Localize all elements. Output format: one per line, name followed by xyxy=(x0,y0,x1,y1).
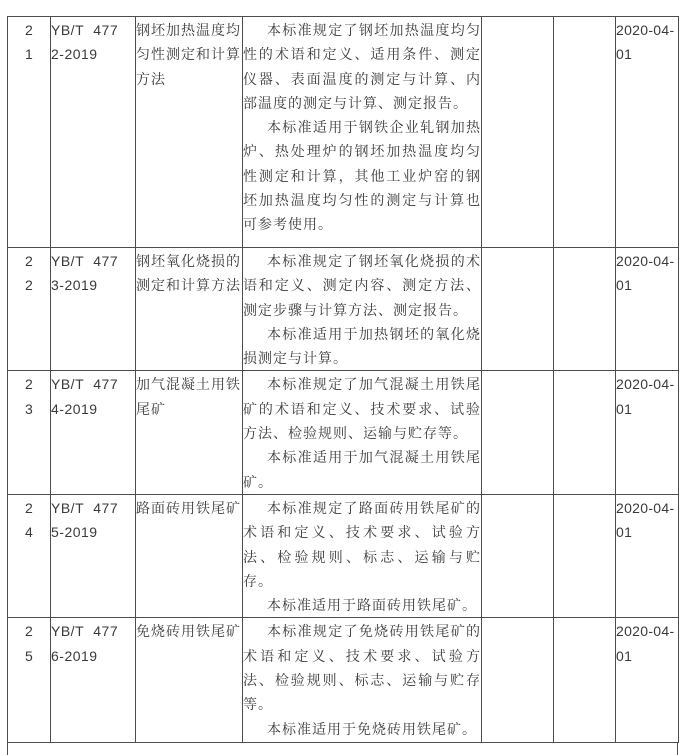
row-number-cell xyxy=(8,248,51,371)
standard-code-cell xyxy=(51,248,136,371)
standard-code-line: YB/T 477 xyxy=(51,623,119,640)
row-number-line: 3 xyxy=(25,400,33,417)
table-row xyxy=(8,17,679,248)
row-number-line: 2 xyxy=(25,22,33,38)
row-number-line: 2 xyxy=(25,253,33,269)
scope-paragraph: 本标准适用于加气混凝土用铁尾矿。 xyxy=(243,449,481,490)
row-number-line: 2 xyxy=(25,499,33,516)
scope-paragraph: 本标准适用于加热钢坯的氧化烧损测定与计算。 xyxy=(243,325,481,367)
row-number-cell xyxy=(8,371,51,494)
row-number-line: 2 xyxy=(25,623,33,640)
scope-paragraph: 本标准规定了免烧砖用铁尾矿的术语和定义、技术要求、试验方法、检验规则、标志、运输与贮存等。 xyxy=(243,623,481,713)
table-row xyxy=(8,248,679,371)
scope-paragraph: 本标准规定了钢坯氧化烧损的术语和定义、测定内容、测定方法、测定步骤与计算方法、测定报告。 xyxy=(243,253,481,318)
standard-code-cell xyxy=(51,371,136,494)
standard-code-line: 5-2019 xyxy=(51,524,98,541)
standard-scope-cell xyxy=(243,618,482,743)
standard-code-cell xyxy=(51,618,136,743)
empty-cell-2 xyxy=(554,17,616,248)
row-number-line: 2 xyxy=(25,376,33,393)
standard-code-cell xyxy=(51,494,136,617)
table-row xyxy=(8,371,679,494)
empty-cell-1 xyxy=(482,17,554,248)
scope-paragraph: 本标准规定了路面砖用铁尾矿的术语和定义、技术要求、试验方法、检验规则、标志、运输与贮存。 xyxy=(243,499,481,589)
empty-cell-1 xyxy=(482,371,554,494)
standard-code-line: 6-2019 xyxy=(51,647,98,664)
empty-cell-1 xyxy=(482,248,554,371)
row-number-line: 4 xyxy=(25,524,33,541)
implementation-date-cell: 2020-04-01 xyxy=(616,618,679,743)
row-number-cell xyxy=(8,618,51,743)
standards-table xyxy=(7,16,679,743)
empty-cell-2 xyxy=(554,618,616,743)
row-number-line: 5 xyxy=(25,647,33,664)
standard-scope-cell xyxy=(243,494,482,617)
empty-cell-2 xyxy=(554,494,616,617)
row-number-line: 1 xyxy=(25,46,33,63)
implementation-date-cell: 2020-04-01 xyxy=(616,17,679,248)
standard-scope-cell xyxy=(243,17,482,248)
empty-cell-2 xyxy=(554,371,616,494)
standard-code-line: 3-2019 xyxy=(51,277,98,294)
empty-cell-1 xyxy=(482,618,554,743)
scope-paragraph: 本标准规定了钢坯加热温度均匀性的术语和定义、适用条件、测定仪器、表面温度的测定与计算、内部温度的测定与计算、测定报告。 xyxy=(243,22,481,111)
scope-paragraph: 本标准适用于免烧砖用铁尾矿。 xyxy=(267,720,477,737)
standard-name-cell: 钢坯氧化烧损的测定和计算方法 xyxy=(136,248,243,371)
standard-code-line: 2-2019 xyxy=(51,46,98,63)
row-number-cell xyxy=(8,494,51,617)
standard-scope-cell xyxy=(243,248,482,371)
scope-paragraph: 本标准规定了加气混凝土用铁尾矿的术语和定义、技术要求、试验方法、检验规则、运输与贮存等。 xyxy=(243,376,481,442)
row-number-cell xyxy=(8,17,51,248)
implementation-date-cell: 2020-04-01 xyxy=(616,248,679,371)
standard-name-cell: 钢坯加热温度均匀性测定和计算方法 xyxy=(136,17,243,248)
scope-paragraph: 本标准适用于路面砖用铁尾矿。 xyxy=(267,597,477,614)
standard-code-cell xyxy=(51,17,136,248)
implementation-date-cell: 2020-04-01 xyxy=(616,494,679,617)
standard-code-line: 4-2019 xyxy=(51,400,98,417)
standard-scope-cell xyxy=(243,371,482,494)
row-number-line: 2 xyxy=(25,277,33,294)
standard-name-cell: 加气混凝土用铁尾矿 xyxy=(136,371,243,494)
standard-name-cell: 路面砖用铁尾矿 xyxy=(136,494,243,617)
standard-code-line: YB/T 477 xyxy=(51,499,119,516)
standard-name-cell: 免烧砖用铁尾矿 xyxy=(136,618,243,743)
implementation-date-cell: 2020-04-01 xyxy=(616,371,679,494)
standards-table-body xyxy=(8,17,679,743)
empty-cell-1 xyxy=(482,494,554,617)
standard-code-line: YB/T 477 xyxy=(51,22,119,38)
table-row xyxy=(8,494,679,617)
empty-cell-2 xyxy=(554,248,616,371)
standard-code-line: YB/T 477 xyxy=(51,253,119,269)
partial-next-row xyxy=(7,743,678,755)
scope-paragraph: 本标准适用于钢铁企业轧钢加热炉、热处理炉的钢坯加热温度均匀性测定和计算，其他工业炉窑的钢坯加热温度均匀性的测定与计算也可参考使用。 xyxy=(243,119,481,233)
table-row xyxy=(8,618,679,743)
standard-code-line: YB/T 477 xyxy=(51,376,119,393)
